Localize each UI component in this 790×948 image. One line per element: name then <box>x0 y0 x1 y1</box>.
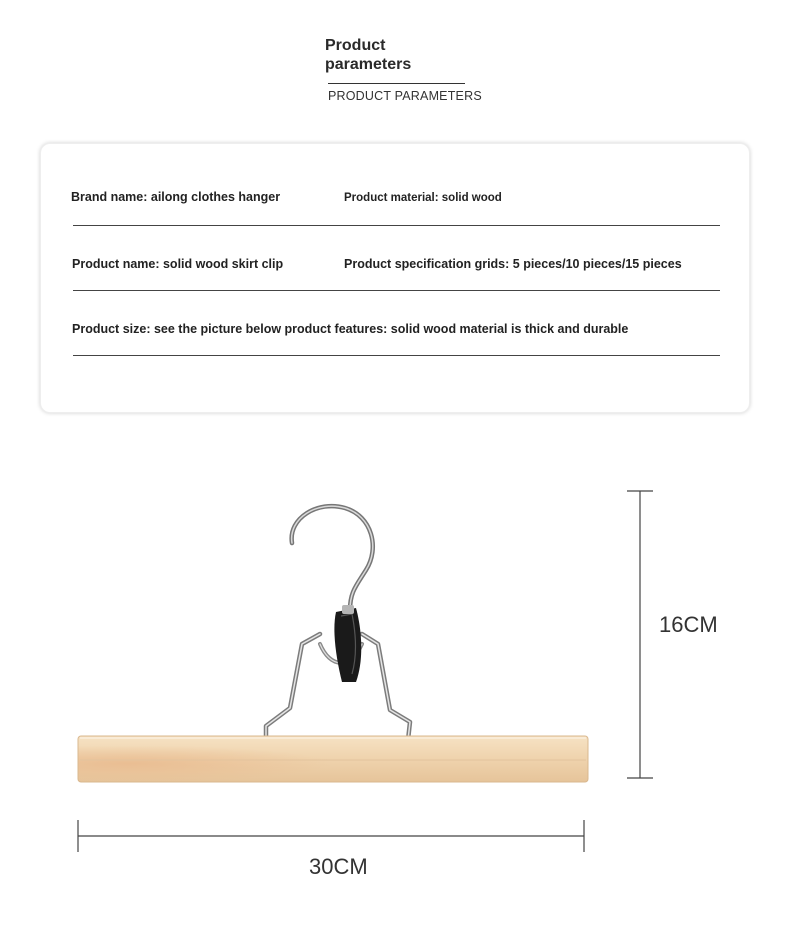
param-name: Product name: solid wood skirt clip <box>72 257 284 271</box>
param-spec: Product specification grids: 5 pieces/10 pieces/15 pieces <box>344 257 682 271</box>
wooden-bar-icon <box>78 736 588 782</box>
height-dimension-line <box>627 491 653 778</box>
row-divider <box>73 355 720 356</box>
parameters-card <box>40 143 750 413</box>
page-subtitle: PRODUCT PARAMETERS <box>328 89 482 103</box>
page-title: Product parameters <box>325 37 412 73</box>
title-divider <box>328 83 465 84</box>
height-label: 16CM <box>659 612 718 637</box>
clip-icon <box>334 605 361 682</box>
width-label: 30CM <box>309 854 368 879</box>
width-dimension-line <box>78 820 584 852</box>
param-material: Product material: solid wood <box>344 192 502 204</box>
hook-icon <box>292 506 373 610</box>
title-block <box>325 36 485 103</box>
param-brand: Brand name: ailong clothes hanger <box>71 190 281 204</box>
param-size: Product size: see the picture below product features: solid wood material is thick and durable <box>72 322 629 336</box>
hanger-illustration <box>0 430 790 930</box>
product-figure <box>0 430 790 930</box>
row-divider <box>73 225 720 226</box>
row-divider <box>73 290 720 291</box>
